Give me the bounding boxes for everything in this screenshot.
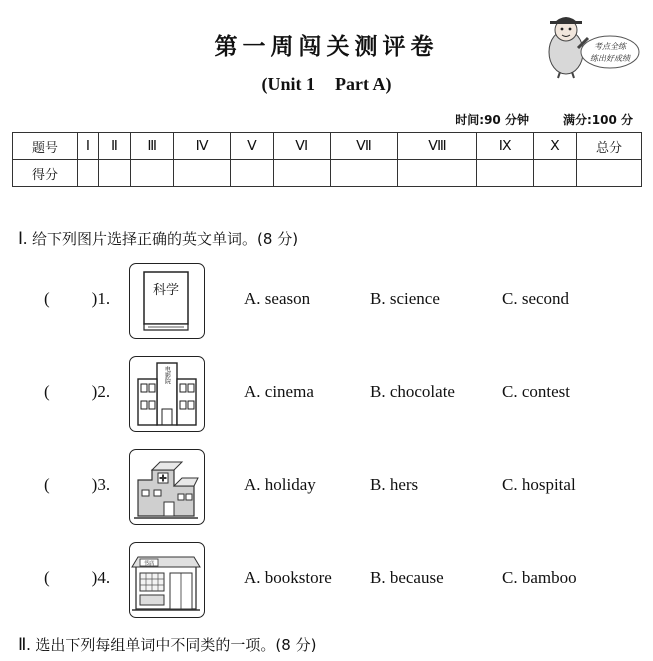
question-1-picture [129, 263, 205, 339]
option-b[interactable]: B. because [370, 568, 444, 587]
option-c[interactable]: C. second [502, 289, 570, 308]
column-header: Ⅰ [78, 133, 99, 160]
subtitle-part: Part A) [335, 74, 392, 94]
question-4-picture [129, 542, 205, 618]
score-cell[interactable] [273, 160, 330, 187]
cinema-sign-text: 电影院 [163, 366, 171, 384]
section-2-number: Ⅱ. [18, 635, 31, 654]
question-1 [0, 263, 653, 343]
score-table [12, 132, 642, 187]
section-1-heading [18, 228, 298, 249]
column-header: Ⅹ [533, 133, 576, 160]
bookstore-sign-text: 书店 [143, 561, 155, 567]
mascot-text-line2: 练出好成绩 [590, 54, 630, 63]
option-a[interactable]: A. bookstore [244, 568, 332, 587]
question-number: )4. [91, 568, 111, 587]
column-header: Ⅱ [98, 133, 130, 160]
mascot-text-line1: 考点全练 [594, 42, 626, 51]
score-table-score-row [13, 160, 642, 187]
option-b[interactable]: B. chocolate [370, 382, 455, 401]
score-cell[interactable] [98, 160, 130, 187]
column-header: Ⅵ [273, 133, 330, 160]
question-3-picture [129, 449, 205, 525]
answer-blank[interactable] [44, 568, 110, 588]
answer-blank[interactable] [44, 475, 110, 495]
paren-open: ( [44, 289, 50, 308]
column-header: Ⅷ [398, 133, 477, 160]
exam-meta [455, 111, 633, 128]
option-a[interactable]: A. cinema [244, 382, 314, 401]
paren-open: ( [44, 475, 50, 494]
option-a[interactable]: A. season [244, 289, 311, 308]
bookstore-building-icon [130, 543, 203, 616]
paren-open: ( [44, 382, 50, 401]
answer-blank[interactable] [44, 289, 110, 309]
option-a[interactable]: A. holiday [244, 475, 316, 494]
mascot-illustration [540, 8, 640, 80]
page-title: 第一周闯关测评卷 [214, 34, 439, 60]
column-header: Ⅴ [230, 133, 273, 160]
section-1-number: Ⅰ. [18, 229, 28, 248]
total-score-cell[interactable] [577, 160, 642, 187]
score-cell[interactable] [230, 160, 273, 187]
score-cell[interactable] [398, 160, 477, 187]
question-2 [0, 356, 653, 436]
option-b[interactable]: B. hers [370, 475, 419, 494]
column-header-total: 总分 [577, 133, 642, 160]
score-cell[interactable] [78, 160, 99, 187]
science-book-icon [130, 264, 203, 337]
question-number: )2. [91, 382, 111, 401]
section-2-heading [18, 634, 316, 655]
column-header: Ⅶ [330, 133, 398, 160]
question-3 [0, 449, 653, 529]
column-header: Ⅳ [174, 133, 231, 160]
score-table-header-row [13, 133, 642, 160]
score-cell[interactable] [130, 160, 173, 187]
question-2-picture [129, 356, 205, 432]
question-4 [0, 542, 653, 622]
section-1-instruction: 给下列图片选择正确的英文单词。(8 分) [32, 230, 299, 248]
cinema-building-icon [130, 357, 203, 430]
paren-open: ( [44, 568, 50, 587]
question-number: )3. [91, 475, 111, 494]
book-cover-text: 科学 [152, 283, 180, 298]
column-header: Ⅲ [130, 133, 173, 160]
exam-time: 时间:90 分钟 [455, 113, 529, 127]
subtitle-unit: (Unit 1 [261, 74, 315, 94]
option-c[interactable]: C. contest [502, 382, 570, 401]
hospital-building-icon [130, 450, 203, 523]
score-cell[interactable] [477, 160, 533, 187]
row-label-question-number: 题号 [13, 133, 78, 160]
score-cell[interactable] [533, 160, 576, 187]
option-b[interactable]: B. science [370, 289, 440, 308]
option-c[interactable]: C. bamboo [502, 568, 577, 587]
score-cell[interactable] [330, 160, 398, 187]
question-number: )1. [91, 289, 111, 308]
answer-blank[interactable] [44, 382, 110, 402]
row-label-score: 得分 [13, 160, 78, 187]
exam-full-score: 满分:100 分 [562, 113, 633, 127]
section-2-instruction: 选出下列每组单词中不同类的一项。(8 分) [35, 636, 317, 654]
option-c[interactable]: C. hospital [502, 475, 576, 494]
column-header: Ⅸ [477, 133, 533, 160]
score-cell[interactable] [174, 160, 231, 187]
